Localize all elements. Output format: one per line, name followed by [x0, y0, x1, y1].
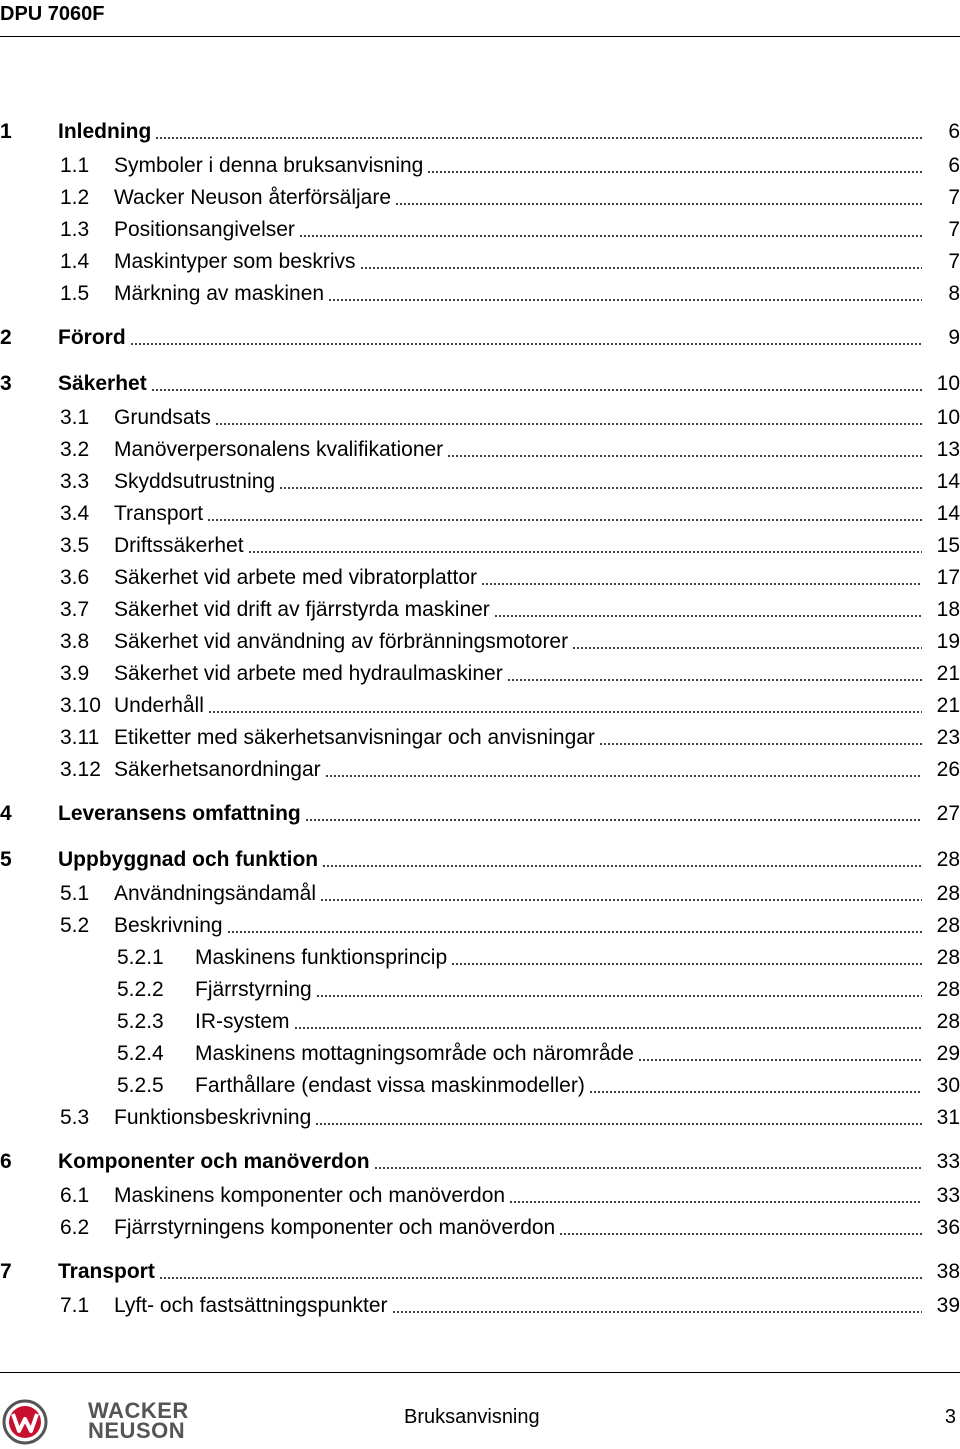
toc-entry-number: 3.7 [60, 598, 90, 621]
toc-entry-title: Maskintyper som beskrivs [114, 250, 356, 273]
toc-entry-page: 8 [948, 282, 960, 305]
toc-entry-number: 5 [0, 848, 12, 871]
toc-entry-title: Symboler i denna bruksanvisning [114, 154, 424, 177]
toc-entry-number: 6.1 [60, 1184, 90, 1207]
toc-entry[interactable] [0, 1182, 960, 1210]
toc-entry[interactable] [0, 944, 960, 972]
toc-entry-title: Maskinens mottagningsområde och närområde [195, 1042, 634, 1065]
toc-entry-number: 3.11 [60, 726, 100, 749]
toc-entry-page: 14 [936, 470, 960, 493]
toc-entry[interactable] [0, 1040, 960, 1068]
toc-entry-number: 3.8 [60, 630, 90, 653]
toc-dot-leader [322, 865, 922, 867]
toc-entry[interactable] [0, 118, 960, 146]
toc-entry-page: 31 [936, 1106, 960, 1129]
toc-entry-number: 3.2 [60, 438, 90, 461]
toc-entry-page: 21 [936, 662, 960, 685]
toc-entry-title: Leveransens omfattning [58, 802, 301, 825]
toc-entry-number: 5.1 [60, 882, 90, 905]
toc-dot-leader [130, 343, 922, 345]
toc-entry-title: Uppbyggnad och funktion [58, 848, 319, 871]
toc-dot-leader [316, 995, 922, 997]
toc-entry[interactable] [0, 724, 960, 752]
toc-dot-leader [572, 647, 922, 649]
toc-entry[interactable] [0, 692, 960, 720]
toc-entry-number: 3.3 [60, 470, 90, 493]
toc-entry-page: 9 [948, 326, 960, 349]
toc-entry-page: 29 [936, 1042, 960, 1065]
toc-entry[interactable] [0, 370, 960, 398]
toc-dot-leader [395, 203, 922, 205]
toc-entry-number: 1.5 [60, 282, 90, 305]
toc-entry-page: 6 [948, 154, 960, 177]
toc-entry[interactable] [0, 324, 960, 352]
toc-entry-page: 18 [936, 598, 960, 621]
toc-dot-leader [447, 455, 922, 457]
toc-entry-title: Fjärrstyrning [195, 978, 312, 1001]
toc-entry-number: 1.2 [60, 186, 90, 209]
toc-entry-number: 1.3 [60, 218, 90, 241]
toc-entry-page: 27 [936, 802, 960, 825]
toc-dot-leader [208, 711, 922, 713]
toc-dot-leader [315, 1123, 922, 1125]
toc-entry-number: 6.2 [60, 1216, 90, 1239]
toc-entry-page: 13 [936, 438, 960, 461]
toc-dot-leader [325, 775, 922, 777]
toc-entry-page: 10 [936, 372, 960, 395]
toc-entry-number: 1 [0, 120, 12, 143]
toc-entry-number: 3.10 [60, 694, 101, 717]
toc-entry-number: 3.9 [60, 662, 90, 685]
toc-dot-leader [481, 583, 922, 585]
toc-dot-leader [215, 423, 922, 425]
toc-entry-title: Säkerhet vid drift av fjärrstyrda maskiner [114, 598, 490, 621]
toc-entry-title: Etiketter med säkerhetsanvisningar och anvisningar [114, 726, 595, 749]
toc-entry-title: Lyft- och fastsättningspunkter [114, 1294, 388, 1317]
toc-dot-leader [299, 235, 922, 237]
toc-entry-number: 1.4 [60, 250, 90, 273]
toc-entry-page: 28 [936, 848, 960, 871]
toc-entry-page: 14 [936, 502, 960, 525]
toc-entry[interactable] [0, 184, 960, 212]
toc-entry-number: 5.2.5 [117, 1074, 164, 1097]
toc-entry-title: Förord [58, 326, 126, 349]
toc-entry-title: Funktionsbeskrivning [114, 1106, 312, 1129]
toc-entry-title: Säkerhetsanordningar [114, 758, 321, 781]
toc-entry-number: 5.2.4 [117, 1042, 164, 1065]
toc-dot-leader [392, 1311, 922, 1313]
toc-entry-number: 6 [0, 1150, 12, 1173]
toc-entry-page: 26 [936, 758, 960, 781]
toc-entry[interactable] [0, 564, 960, 592]
toc-entry-title: Inledning [58, 120, 152, 143]
toc-entry-title: Farthållare (endast vissa maskinmodeller) [195, 1074, 585, 1097]
toc-dot-leader [360, 267, 922, 269]
toc-entry[interactable] [0, 500, 960, 528]
toc-entry-page: 7 [948, 218, 960, 241]
toc-dot-leader [559, 1233, 922, 1235]
toc-entry-page: 28 [936, 946, 960, 969]
toc-entry[interactable] [0, 1258, 960, 1286]
toc-entry-title: Positionsangivelser [114, 218, 295, 241]
toc-entry-number: 3.6 [60, 566, 90, 589]
toc-dot-leader [328, 299, 922, 301]
toc-entry[interactable] [0, 660, 960, 688]
toc-entry-title: Användningsändamål [114, 882, 316, 905]
toc-entry-number: 1.1 [60, 154, 90, 177]
toc-entry-title: Säkerhet vid arbete med vibratorplattor [114, 566, 478, 589]
toc-entry-title: Skyddsutrustning [114, 470, 276, 493]
toc-entry-page: 7 [948, 186, 960, 209]
toc-entry-page: 15 [936, 534, 960, 557]
toc-entry-number: 5.2 [60, 914, 90, 937]
toc-dot-leader [207, 519, 922, 521]
brand-logo-text: WACKER NEUSON [88, 1398, 189, 1443]
toc-entry-number: 7.1 [60, 1294, 90, 1317]
toc-entry[interactable] [0, 596, 960, 624]
toc-entry-number: 3.12 [60, 758, 101, 781]
toc-dot-leader [494, 615, 922, 617]
toc-entry-title: Transport [58, 1260, 155, 1283]
toc-entry-title: Manöverpersonalens kvalifikationer [114, 438, 444, 461]
toc-entry-number: 5.2.2 [117, 978, 164, 1001]
toc-dot-leader [279, 487, 922, 489]
toc-entry-page: 23 [936, 726, 960, 749]
toc-entry-page: 30 [936, 1074, 960, 1097]
toc-entry[interactable] [0, 800, 960, 828]
toc-dot-leader [507, 679, 922, 681]
toc-entry[interactable] [0, 628, 960, 656]
toc-dot-leader [155, 137, 922, 139]
page-number: 3 [944, 1406, 956, 1428]
page-footer [0, 1372, 960, 1449]
document-name: Bruksanvisning [404, 1406, 540, 1428]
wacker-neuson-logo-icon [2, 1399, 48, 1445]
toc-entry-title: Fjärrstyrningens komponenter och manöverdon [114, 1216, 556, 1239]
toc-dot-leader [248, 551, 922, 553]
model-name: DPU 7060F [0, 3, 105, 25]
toc-entry-title: Säkerhet [58, 372, 147, 395]
toc-entry-number: 5.2.3 [117, 1010, 164, 1033]
toc-entry[interactable] [0, 1072, 960, 1100]
toc-entry-number: 5.3 [60, 1106, 90, 1129]
toc-dot-leader [305, 819, 922, 821]
toc-entry-title: Wacker Neuson återförsäljare [114, 186, 391, 209]
toc-entry-page: 33 [936, 1184, 960, 1207]
toc-entry-title: Säkerhet vid arbete med hydraulmaskiner [114, 662, 503, 685]
toc-entry-title: Märkning av maskinen [114, 282, 325, 305]
toc-entry-page: 28 [936, 1010, 960, 1033]
toc-entry-number: 7 [0, 1260, 12, 1283]
toc-dot-leader [227, 931, 922, 933]
page-header [0, 0, 960, 37]
toc-entry[interactable] [0, 248, 960, 276]
toc-entry-page: 28 [936, 978, 960, 1001]
toc-entry-number: 2 [0, 326, 12, 349]
toc-dot-leader [599, 743, 922, 745]
toc-entry-page: 6 [948, 120, 960, 143]
toc-entry-title: Grundsats [114, 406, 211, 429]
toc-entry[interactable] [0, 532, 960, 560]
toc-entry[interactable] [0, 1214, 960, 1242]
toc-entry-page: 17 [936, 566, 960, 589]
toc-entry-title: Säkerhet vid användning av förbränningsmotorer [114, 630, 569, 653]
toc-entry[interactable] [0, 1292, 960, 1320]
toc-dot-leader [374, 1167, 922, 1169]
toc-entry-number: 4 [0, 802, 12, 825]
toc-entry-number: 3.5 [60, 534, 90, 557]
toc-entry[interactable] [0, 280, 960, 308]
toc-entry-title: Transport [114, 502, 204, 525]
toc-entry-page: 36 [936, 1216, 960, 1239]
toc-entry-number: 5.2.1 [117, 946, 164, 969]
toc-entry[interactable] [0, 404, 960, 432]
toc-entry[interactable] [0, 976, 960, 1004]
toc-entry-page: 39 [936, 1294, 960, 1317]
toc-entry-page: 38 [936, 1260, 960, 1283]
toc-entry-title: Maskinens funktionsprincip [195, 946, 448, 969]
toc-entry-page: 28 [936, 914, 960, 937]
toc-entry-title: Komponenter och manöverdon [58, 1150, 370, 1173]
toc-entry[interactable] [0, 1008, 960, 1036]
toc-entry-page: 21 [936, 694, 960, 717]
toc-entry[interactable] [0, 756, 960, 784]
toc-entry-title: Underhåll [114, 694, 204, 717]
toc-entry-page: 28 [936, 882, 960, 905]
toc-entry-title: IR-system [195, 1010, 290, 1033]
toc-dot-leader [589, 1091, 922, 1093]
toc-dot-leader [427, 171, 922, 173]
toc-entry-number: 3 [0, 372, 12, 395]
toc-entry[interactable] [0, 468, 960, 496]
toc-entry-number: 3.4 [60, 502, 90, 525]
toc-entry[interactable] [0, 1148, 960, 1176]
toc-entry-title: Maskinens komponenter och manöverdon [114, 1184, 506, 1207]
toc-entry-page: 19 [936, 630, 960, 653]
toc-entry-page: 7 [948, 250, 960, 273]
toc-entry-title: Beskrivning [114, 914, 223, 937]
toc-entry-title: Driftssäkerhet [114, 534, 244, 557]
toc-dot-leader [451, 963, 922, 965]
toc-entry-number: 3.1 [60, 406, 90, 429]
toc-entry[interactable] [0, 846, 960, 874]
toc-entry-page: 10 [936, 406, 960, 429]
toc-entry[interactable] [0, 436, 960, 464]
toc-entry[interactable] [0, 880, 960, 908]
toc-dot-leader [159, 1277, 922, 1279]
toc-dot-leader [151, 389, 922, 391]
toc-dot-leader [320, 899, 922, 901]
toc-entry-page: 33 [936, 1150, 960, 1173]
toc-dot-leader [638, 1059, 922, 1061]
toc-entry[interactable] [0, 1104, 960, 1132]
toc-entry[interactable] [0, 152, 960, 180]
toc-dot-leader [294, 1027, 923, 1029]
toc-entry[interactable] [0, 912, 960, 940]
toc-dot-leader [509, 1201, 922, 1203]
toc-entry[interactable] [0, 216, 960, 244]
